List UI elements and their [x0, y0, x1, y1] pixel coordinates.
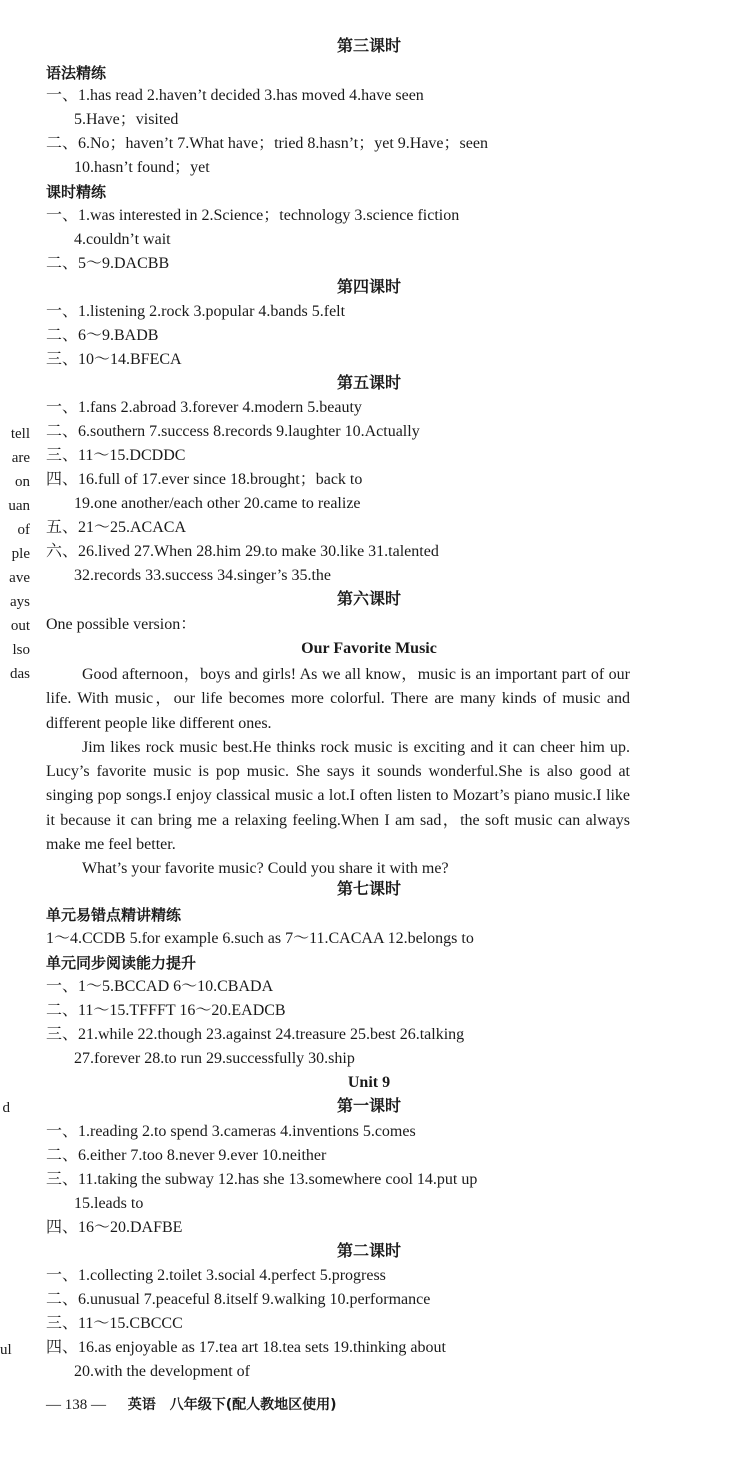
answer-line: 15.leads to	[74, 1195, 144, 1212]
answer-line: 20.with the development of	[74, 1363, 250, 1380]
left-edge-fragment: ave	[9, 570, 30, 586]
lesson-title: 第七课时	[336, 881, 401, 898]
answer-line: 三、10～14.BFECA	[46, 351, 182, 368]
section-heading: 单元易错点精讲精练	[46, 906, 182, 924]
answer-line: 二、6.southern 7.success 8.records 9.laughter 10.Actually	[46, 423, 420, 440]
answer-line: 一、1.fans 2.abroad 3.forever 4.modern 5.beauty	[46, 399, 362, 416]
page-footer	[46, 1394, 337, 1414]
left-edge-fragment: on	[15, 474, 30, 490]
answer-line: 四、16～20.DAFBE	[46, 1219, 183, 1236]
left-edge-fragment: d	[2, 1100, 10, 1116]
left-edge-fragment: out	[10, 618, 30, 634]
left-edge-fragment: uan	[8, 498, 30, 514]
answer-line: 1～4.CCDB 5.for example 6.such as 7～11.CACAA 12.belongs to	[46, 930, 474, 947]
left-edge-fragment: of	[17, 522, 30, 538]
left-edge-fragment: das	[10, 666, 30, 682]
answer-line: 二、6.either 7.too 8.never 9.ever 10.neither	[46, 1147, 327, 1164]
answer-line: 一、1～5.BCCAD 6～10.CBADA	[46, 978, 274, 995]
unit-title: Unit 9	[347, 1074, 391, 1091]
essay-paragraph: Jim likes rock music best.He thinks rock music is exciting and it can cheer him up. Lucy’s favorite music is pop music. She says it sounds wonderful.She is also good at singing pop songs.I enjoy classical music a lot.I often listen to Mozart’s piano music.I like it because it can bring me a relaxing feeling.When I am sad，the soft music can always make me feel better.	[46, 738, 630, 854]
lesson-title: 第一课时	[336, 1098, 401, 1115]
lesson-title: 第四课时	[336, 279, 401, 296]
section-heading: 语法精练	[46, 64, 107, 82]
answer-line: 四、16.as enjoyable as 17.tea art 18.tea sets 19.thinking about	[46, 1339, 446, 1356]
answer-line: 二、11～15.TFFFT 16～20.EADCB	[46, 1002, 286, 1019]
answer-line: 27.forever 28.to run 29.successfully 30.ship	[74, 1050, 355, 1067]
answer-line: 五、21～25.ACACA	[46, 519, 187, 536]
essay-intro: One possible version：	[46, 616, 197, 633]
left-edge-fragment: are	[11, 450, 30, 466]
essay-paragraph: What’s your favorite music? Could you share it with me?	[82, 860, 449, 878]
answer-line: 三、21.while 22.though 23.against 24.treasure 25.best 26.talking	[46, 1026, 465, 1043]
essay-paragraph: Good afternoon，boys and girls! As we all know，music is an important part of our life. With music，our life becomes more colorful. There are many kinds of music and different people like different ones.	[46, 666, 630, 732]
left-edge-fragment: tell	[10, 426, 30, 442]
left-edge-fragment: ple	[11, 546, 30, 562]
answer-line: 5.Have；visited	[74, 111, 179, 128]
lesson-title: 第三课时	[336, 38, 401, 55]
page-number: — 138 —	[46, 1397, 106, 1413]
answer-line: 二、6.unusual 7.peaceful 8.itself 9.walking 10.performance	[46, 1291, 431, 1308]
lesson-title: 第二课时	[336, 1243, 401, 1260]
answer-line: 三、11～15.DCDDC	[46, 447, 186, 464]
book-title: 英语 八年级下(配人教地区使用)	[127, 1397, 337, 1413]
answer-line: 32.records 33.success 34.singer’s 35.the	[74, 567, 331, 584]
answer-line: 四、16.full of 17.ever since 18.brought；back to	[46, 471, 363, 488]
answer-line: 4.couldn’t wait	[74, 231, 171, 248]
answer-line: 一、1.collecting 2.toilet 3.social 4.perfect 5.progress	[46, 1267, 386, 1284]
left-edge-fragment: ul	[0, 1342, 12, 1358]
section-heading: 单元同步阅读能力提升	[46, 954, 197, 972]
answer-line: 三、11.taking the subway 12.has she 13.somewhere cool 14.put up	[46, 1171, 478, 1188]
answer-line: 19.one another/each other 20.came to realize	[74, 495, 361, 512]
answer-line: 二、6.No；haven’t 7.What have；tried 8.hasn’t；yet 9.Have；seen	[46, 135, 488, 152]
answer-line: 二、5～9.DACBB	[46, 255, 170, 272]
section-heading: 课时精练	[46, 183, 107, 201]
answer-line: 一、1.reading 2.to spend 3.cameras 4.inventions 5.comes	[46, 1123, 416, 1140]
essay-body	[46, 663, 630, 882]
left-edge-fragment: lso	[12, 642, 30, 658]
essay-title: Our Favorite Music	[301, 640, 437, 657]
answer-line: 10.hasn’t found；yet	[74, 159, 210, 176]
lesson-title: 第六课时	[336, 591, 401, 608]
answer-line: 一、1.was interested in 2.Science；technology 3.science fiction	[46, 207, 460, 224]
answer-line: 六、26.lived 27.When 28.him 29.to make 30.like 31.talented	[46, 543, 439, 560]
answer-line: 一、1.has read 2.haven’t decided 3.has moved 4.have seen	[46, 87, 424, 104]
left-edge-fragment: ays	[10, 594, 30, 610]
answer-line: 三、11～15.CBCCC	[46, 1315, 183, 1332]
answer-line: 二、6～9.BADB	[46, 327, 159, 344]
lesson-title: 第五课时	[336, 375, 401, 392]
answer-line: 一、1.listening 2.rock 3.popular 4.bands 5.felt	[46, 303, 346, 320]
